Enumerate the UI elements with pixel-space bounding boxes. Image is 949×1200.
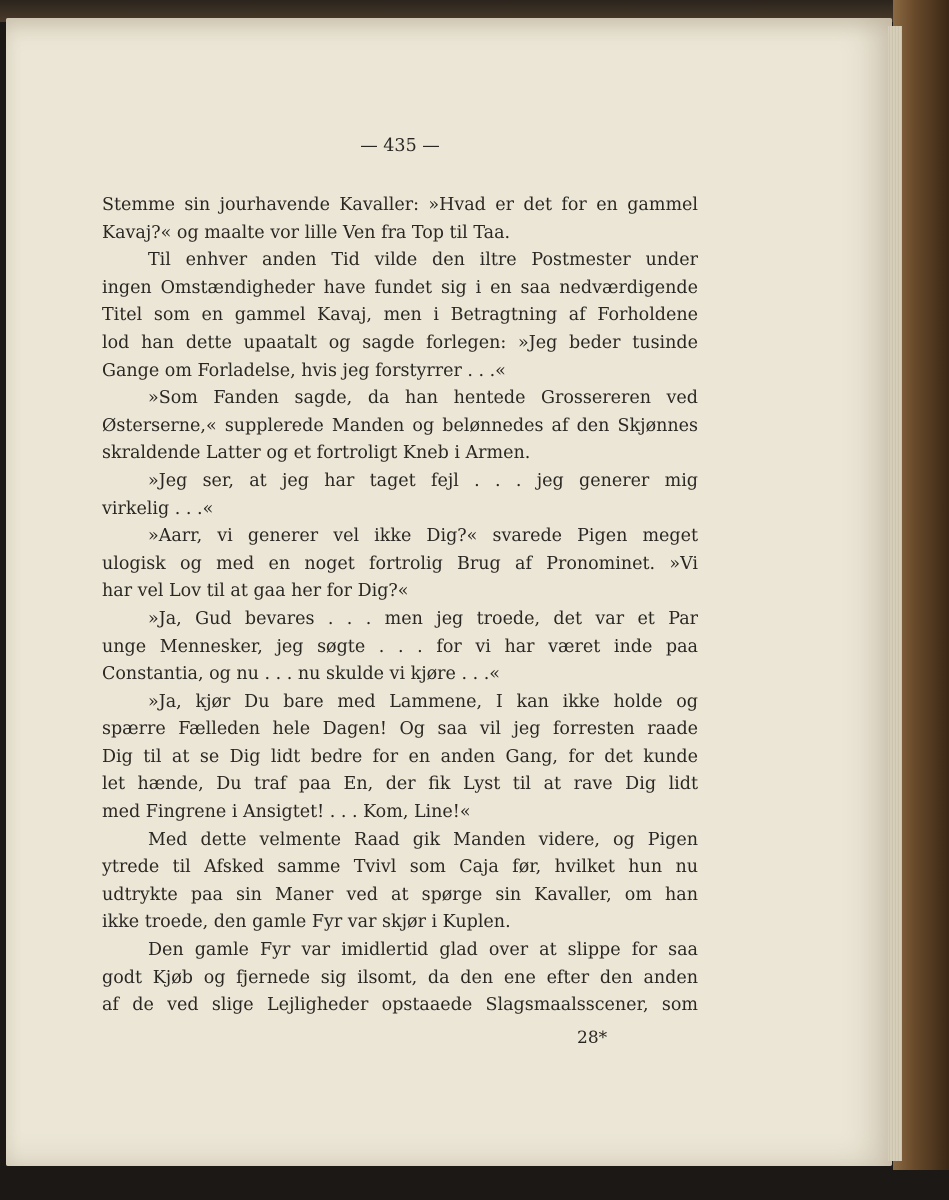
text-line: »Jeg ser, at jeg har taget fejl . . . jeg generer mig (148, 470, 698, 491)
signature-mark: 28* (577, 1028, 608, 1048)
text-line: skraldende Latter og et fortroligt Kneb i Armen. (102, 443, 531, 464)
text-line: Constantia, og nu . . . nu skulde vi kjøre . . .« (102, 664, 500, 685)
text-line: Dig til at se Dig lidt bedre for en anden Gang, for det kunde (102, 746, 698, 767)
page-number: — 435 — (360, 136, 440, 156)
text-line: Titel som en gammel Kavaj, men i Betragtning af Forholdene (102, 305, 698, 326)
text-line: af de ved slige Lejligheder opstaaede Slagsmaalsscener, som (102, 995, 698, 1016)
text-line: »Ja, kjør Du bare med Lammene, I kan ikke holde og (148, 691, 698, 712)
body-text (102, 192, 698, 1020)
text-line: »Som Fanden sagde, da han hentede Grossereren ved (148, 388, 698, 409)
text-line: Med dette velmente Raad gik Manden videre, og Pigen (148, 829, 698, 850)
text-line: ingen Omstændigheder have fundet sig i en saa nedværdigende (102, 277, 698, 298)
text-line: Den gamle Fyr var imidlertid glad over at slippe for saa (148, 940, 698, 961)
text-line: let hænde, Du traf paa En, der fik Lyst til at rave Dig lidt (102, 774, 698, 795)
text-line: Østerserne,« supplerede Manden og belønnedes af den Skjønnes (102, 415, 698, 436)
text-line: Stemme sin jourhavende Kavaller: »Hvad er det for en gammel (102, 195, 698, 215)
text-line: udtrykte paa sin Maner ved at spørge sin Kavaller, om han (102, 884, 698, 905)
text-line: ulogisk og med en noget fortrolig Brug af Pronominet. »Vi (102, 553, 698, 574)
text-line: »Aarr, vi generer vel ikke Dig?« svarede Pigen meget (148, 526, 698, 547)
text-line: med Fingrene i Ansigtet! . . . Kom, Line!« (102, 802, 471, 823)
text-line: lod han dette upaatalt og sagde forlegen: »Jeg beder tusinde (102, 332, 698, 353)
page-stack-edge (888, 26, 902, 1161)
text-line: spærre Fælleden hele Dagen! Og saa vil jeg forresten raade (102, 719, 698, 740)
text-line: godt Kjøb og fjernede sig ilsomt, da den ene efter den anden (102, 967, 698, 988)
text-line: ikke troede, den gamle Fyr var skjør i Kuplen. (102, 912, 511, 933)
text-line: virkelig . . .« (102, 498, 214, 519)
text-line: ytrede til Afsked samme Tvivl som Caja før, hvilket hun nu (102, 857, 698, 878)
text-line: Gange om Forladelse, hvis jeg forstyrrer . . .« (102, 360, 506, 381)
text-line: Kavaj?« og maalte vor lille Ven fra Top til Taa. (102, 222, 511, 243)
text-line: »Ja, Gud bevares . . . men jeg troede, det var et Par (148, 608, 698, 629)
text-line: har vel Lov til at gaa her for Dig?« (102, 581, 409, 602)
text-line: Til enhver anden Tid vilde den iltre Postmester under (148, 250, 698, 271)
text-line: unge Mennesker, jeg søgte . . . for vi har været inde paa (102, 636, 698, 657)
